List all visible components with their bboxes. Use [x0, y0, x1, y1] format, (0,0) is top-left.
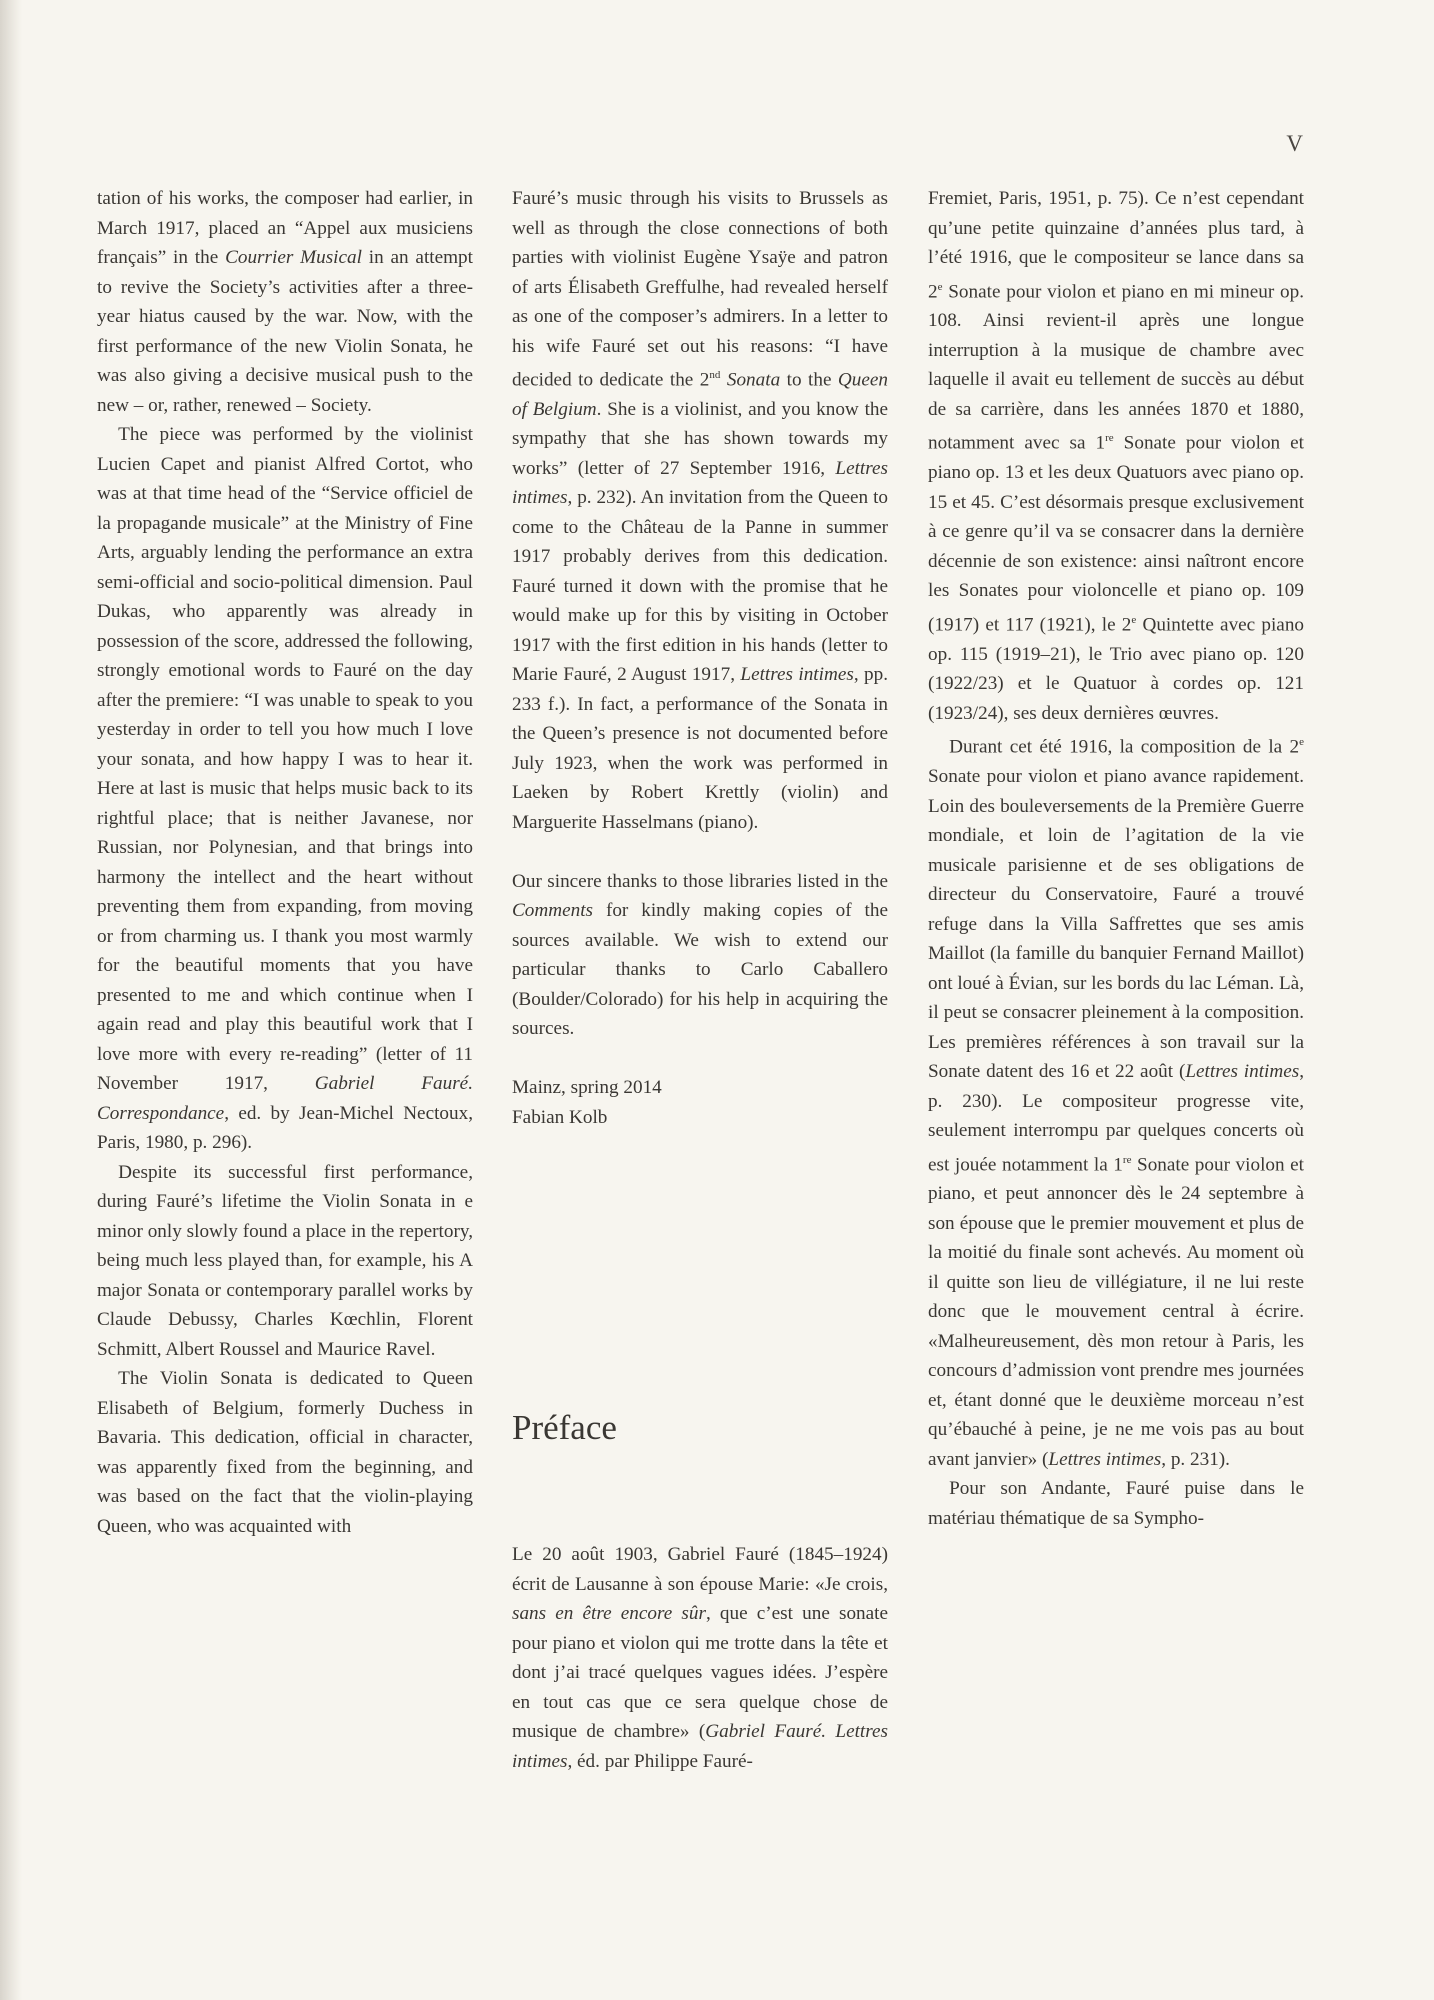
column-1 [97, 184, 473, 1541]
paragraph: Fremiet, Paris, 1951, p. 75). Ce n’est cependant qu’une petite quinzaine d’années plus tard, à l’été 1916, que le compositeur se lance dans sa 2e Sonate pour violon et piano en mi mineur op. 108. Ainsi revient-il après une longue interruption à la musique de chambre avec laquelle il avait eu tellement de succès au début de sa carrière, dans les années 1870 et 1880, notamment avec sa 1re Sonate pour violon et piano op. 13 et les deux Quatuors avec piano op. 15 et 45. C’est désormais presque exclusivement à ce genre qu’il va se consacrer dans la dernière décennie de son existence: ainsi naîtront encore les Sonates pour violoncelle et piano op. 109 (1917) et 117 (1921), le 2e Quintette avec piano op. 115 (1919–21), le Trio avec piano op. 120 (1922/23) et le Quatuor à cordes op. 121 (1923/24), ses deux dernières œuvres. [928, 188, 1305, 724]
paragraph: Pour son Andante, Fauré puise dans le matériau thématique de sa Sympho- [928, 1478, 1304, 1529]
column-2-french [512, 1540, 888, 1776]
paragraph: Durant cet été 1916, la composition de la 2e Sonate pour violon et piano avance rapidement. Loin des bouleversements de la Première Guerre mondiale, et loin de l’agitation de la vie musicale parisienne et de ses obligations de directeur du Conservatoire, Fauré a trouvé refuge dans la Villa Saffrettes que ses amis Maillot (la famille du banquier Fernand Maillot) ont loué à Évian, sur les bords du lac Léman. Là, il peut se consacrer pleinement à la composition. Les premières références à son travail sur la Sonate datent des 16 et 22 août (Lettres intimes, p. 230). Le compositeur progresse vite, seulement interrompu par quelques concerts où est jouée notamment la 1re Sonate pour violon et piano, et peut annoncer dès le 24 septembre à son épouse que le premier mouvement et plus de la moitié du finale sont achevés. Au moment où il quitte son lieu de villégiature, il ne lui reste donc que le mouvement central à écrire. «Malheureusement, dès mon retour à Paris, les concours d’admission vont prendre mes journées et, étant donné que le deuxième morceau n’est qu’ébauché à peine, je ne me vois pas au bout avant janvier» (Lettres intimes, p. 231). [928, 736, 1305, 1470]
paragraph: The Violin Sonata is dedicated to Queen Elisabeth of Belgium, formerly Duchess in Bavaria. This dedication, official in character, was apparently fixed from the beginning, and was based on the fact that the violin-playing Queen, who was acquainted with [97, 1368, 473, 1537]
acknowledgements: Our sincere thanks to those libraries listed in the Comments for kindly making copies of the sources available. We wish to extend our particular thanks to Carlo Caballero (Boulder/Colorado) for his help in acquiring the sources. [512, 870, 888, 1040]
paragraph: Fauré’s music through his visits to Brussels as well as through the close connections of both parties with violinist Eugène Ysaÿe and patron of arts Élisabeth Greffulhe, had revealed herself as one of the composer’s admirers. In a letter to his wife Fauré set out his reasons: “I have decided to dedicate the 2nd Sonata to the Queen of Belgium. She is a violinist, and you know the sympathy that she has shown towards my works” (letter of 27 September 1916, Lettres intimes, p. 232). An invitation from the Queen to come to the Château de la Panne in summer 1917 probably derives from this dedication. Fauré turned it down with the promise that he would make up for this by visiting in October 1917 with the first edition in his hands (letter to Marie Fauré, 2 August 1917, Lettres intimes, pp. 233 f.). In fact, a performance of the Sonata in the Queen’s presence is not documented before July 1923, when the work was performed in Laeken by Robert Krettly (violin) and Marguerite Hasselmans (piano). [512, 188, 889, 833]
column-3 [928, 184, 1304, 1533]
paragraph: The piece was performed by the violinist Lucien Capet and pianist Alfred Cortot, who was at that time head of the “Service officiel de la propagande musicale” at the Ministry of Fine Arts, arguably lending the performance an extra semi-official and socio-political dimension. Paul Dukas, who apparently was already in possession of the score, addressed the following, strongly emotional words to Fauré on the day after the premiere: “I was unable to speak to you yesterday in order to tell you how much I love your sonata, and how happy I was to hear it. Here at last is music that helps music back to its rightful place; that is neither Javanese, nor Russian, nor Polynesian, and that brings into harmony the intellect and the heart without preventing them from expanding, from moving or from charming us. I thank you most warmly for the beautiful moments that you have presented to me and which continue when I again read and play this beautiful work that I love more with every re-reading” (letter of 11 November 1917, Gabriel Fauré. Correspondance, ed. by Jean-Michel Nectoux, Paris, 1980, p. 296). [97, 424, 473, 1153]
section-heading-preface: Préface [512, 1408, 617, 1447]
paragraph: tation of his works, the composer had earlier, in March 1917, placed an “Appel aux musiciens français” in the Courrier Musical in an attempt to revive the Society’s activities after a three-year hiatus caused by the war. Now, with the first performance of the new Violin Sonata, he was also giving a decisive musical push to the new – or, rather, renewed – Society. [97, 188, 473, 416]
page-number: V [1286, 131, 1303, 156]
signature-name: Fabian Kolb [512, 1106, 608, 1128]
paragraph: Despite its successful first performance, during Fauré’s lifetime the Violin Sonata in e minor only slowly found a place in the repertory, being much less played than, for example, his A major Sonata or contemporary parallel works by Claude Debussy, Charles Kœchlin, Florent Schmitt, Albert Roussel and Maurice Ravel. [97, 1161, 473, 1360]
column-2 [512, 184, 888, 1132]
page-binding-shadow [0, 0, 22, 2000]
paragraph: Le 20 août 1903, Gabriel Fauré (1845–1924) écrit de Lausanne à son épouse Marie: «Je crois, sans en être encore sûr, que c’est une sonate pour piano et violon qui me trotte dans la tête et dont j’ai tracé quelques vagues idées. J’espère en tout cas que ce sera quelque chose de musique de chambre» (Gabriel Fauré. Lettres intimes, éd. par Philippe Fauré- [512, 1544, 888, 1772]
signature-place-date: Mainz, spring 2014 [512, 1077, 662, 1099]
